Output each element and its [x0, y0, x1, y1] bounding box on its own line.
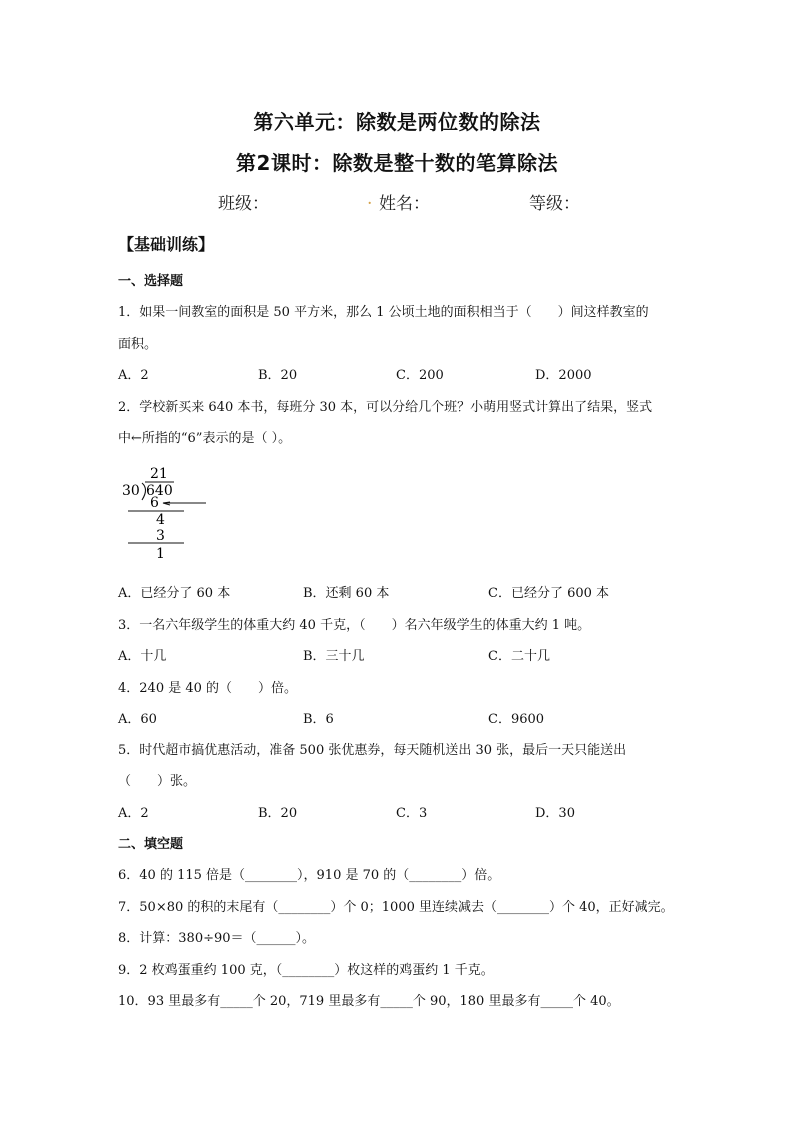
division-dividend: 640 — [146, 483, 173, 499]
q3-line1: 3．一名六年级学生的体重大约 40 千克，（ ）名六年级学生的体重大约 1 吨。 — [118, 618, 591, 633]
part2-title: 二、填空题 — [118, 837, 184, 852]
part1-title: 一、选择题 — [118, 274, 184, 289]
q1-option-a: A．2 — [118, 368, 149, 383]
q6-line: 6．40 的 115 倍是（________），910 是 70 的（________）倍。 — [118, 868, 501, 883]
q3-option-c: C．二十几 — [488, 649, 550, 664]
q3-option-a: A．十几 — [118, 649, 167, 664]
q5-option-d: D．30 — [535, 806, 575, 821]
page-title: 第六单元：除数是两位数的除法 — [253, 110, 541, 134]
separator-dot: . — [367, 189, 373, 209]
division-step3: 3 — [156, 528, 165, 544]
q2-option-a: A．已经分了 60 本 — [118, 586, 231, 601]
q4-line1: 4．240 是 40 的（ ）倍。 — [118, 681, 298, 696]
q5-line2: （ ）张。 — [118, 774, 197, 789]
q4-option-c: C．9600 — [488, 712, 545, 727]
division-quotient: 21 — [150, 466, 168, 482]
q1-option-d: D．2000 — [535, 368, 592, 383]
q4-option-b: B．6 — [303, 712, 334, 727]
q10-line: 10．93 里最多有_____个 20，719 里最多有_____个 90，180 里最多有_____个 40。 — [118, 994, 620, 1009]
page-subtitle: 第2课时：除数是整十数的笔算除法 — [236, 151, 558, 175]
q2-option-c: C．已经分了 600 本 — [488, 586, 610, 601]
q2-option-b: B．还剩 60 本 — [303, 586, 390, 601]
q5-option-c: C．3 — [396, 806, 428, 821]
q1-line2: 面积。 — [118, 337, 158, 352]
name-label: 姓名： — [379, 194, 430, 214]
division-divisor: 30 — [122, 483, 140, 499]
q5-line1: 5．时代超市搞优惠活动，准备 500 张优惠券，每天随机送出 30 张，最后一天只能送出 — [118, 743, 627, 758]
q5-option-a: A．2 — [118, 806, 149, 821]
division-remainder: 1 — [156, 546, 165, 562]
division-step2: 4 — [156, 512, 165, 528]
q1-option-c: C．200 — [396, 368, 444, 383]
q1-line1: 1．如果一间教室的面积是 50 平方米，那么 1 公顷土地的面积相当于（ ）间这样教室的 — [118, 305, 649, 320]
q2-line1: 2．学校新买来 640 本书，每班分 30 本，可以分给几个班？小萌用竖式计算出了结果，竖式 — [118, 400, 653, 415]
class-label: 班级： — [218, 194, 269, 214]
division-step1: 6 — [150, 495, 159, 511]
q7-line: 7．50×80 的积的末尾有（________）个 0；1000 里连续减去（________）个 40，正好减完。 — [118, 900, 674, 915]
grade-label: 等级： — [529, 194, 580, 214]
q5-option-b: B．20 — [258, 806, 298, 821]
section-title: 【基础训练】 — [118, 235, 215, 254]
q1-option-b: B．20 — [258, 368, 298, 383]
q3-option-b: B．三十几 — [303, 649, 365, 664]
long-division-figure — [118, 463, 208, 567]
q9-line: 9．2 枚鸡蛋重约 100 克，（________）枚这样的鸡蛋约 1 千克。 — [118, 963, 494, 978]
q4-option-a: A．60 — [118, 712, 157, 727]
q8-line: 8．计算：380÷90＝（______）。 — [118, 931, 316, 946]
q2-line2: 中←所指的“6”表示的是（ ）。 — [118, 431, 292, 446]
